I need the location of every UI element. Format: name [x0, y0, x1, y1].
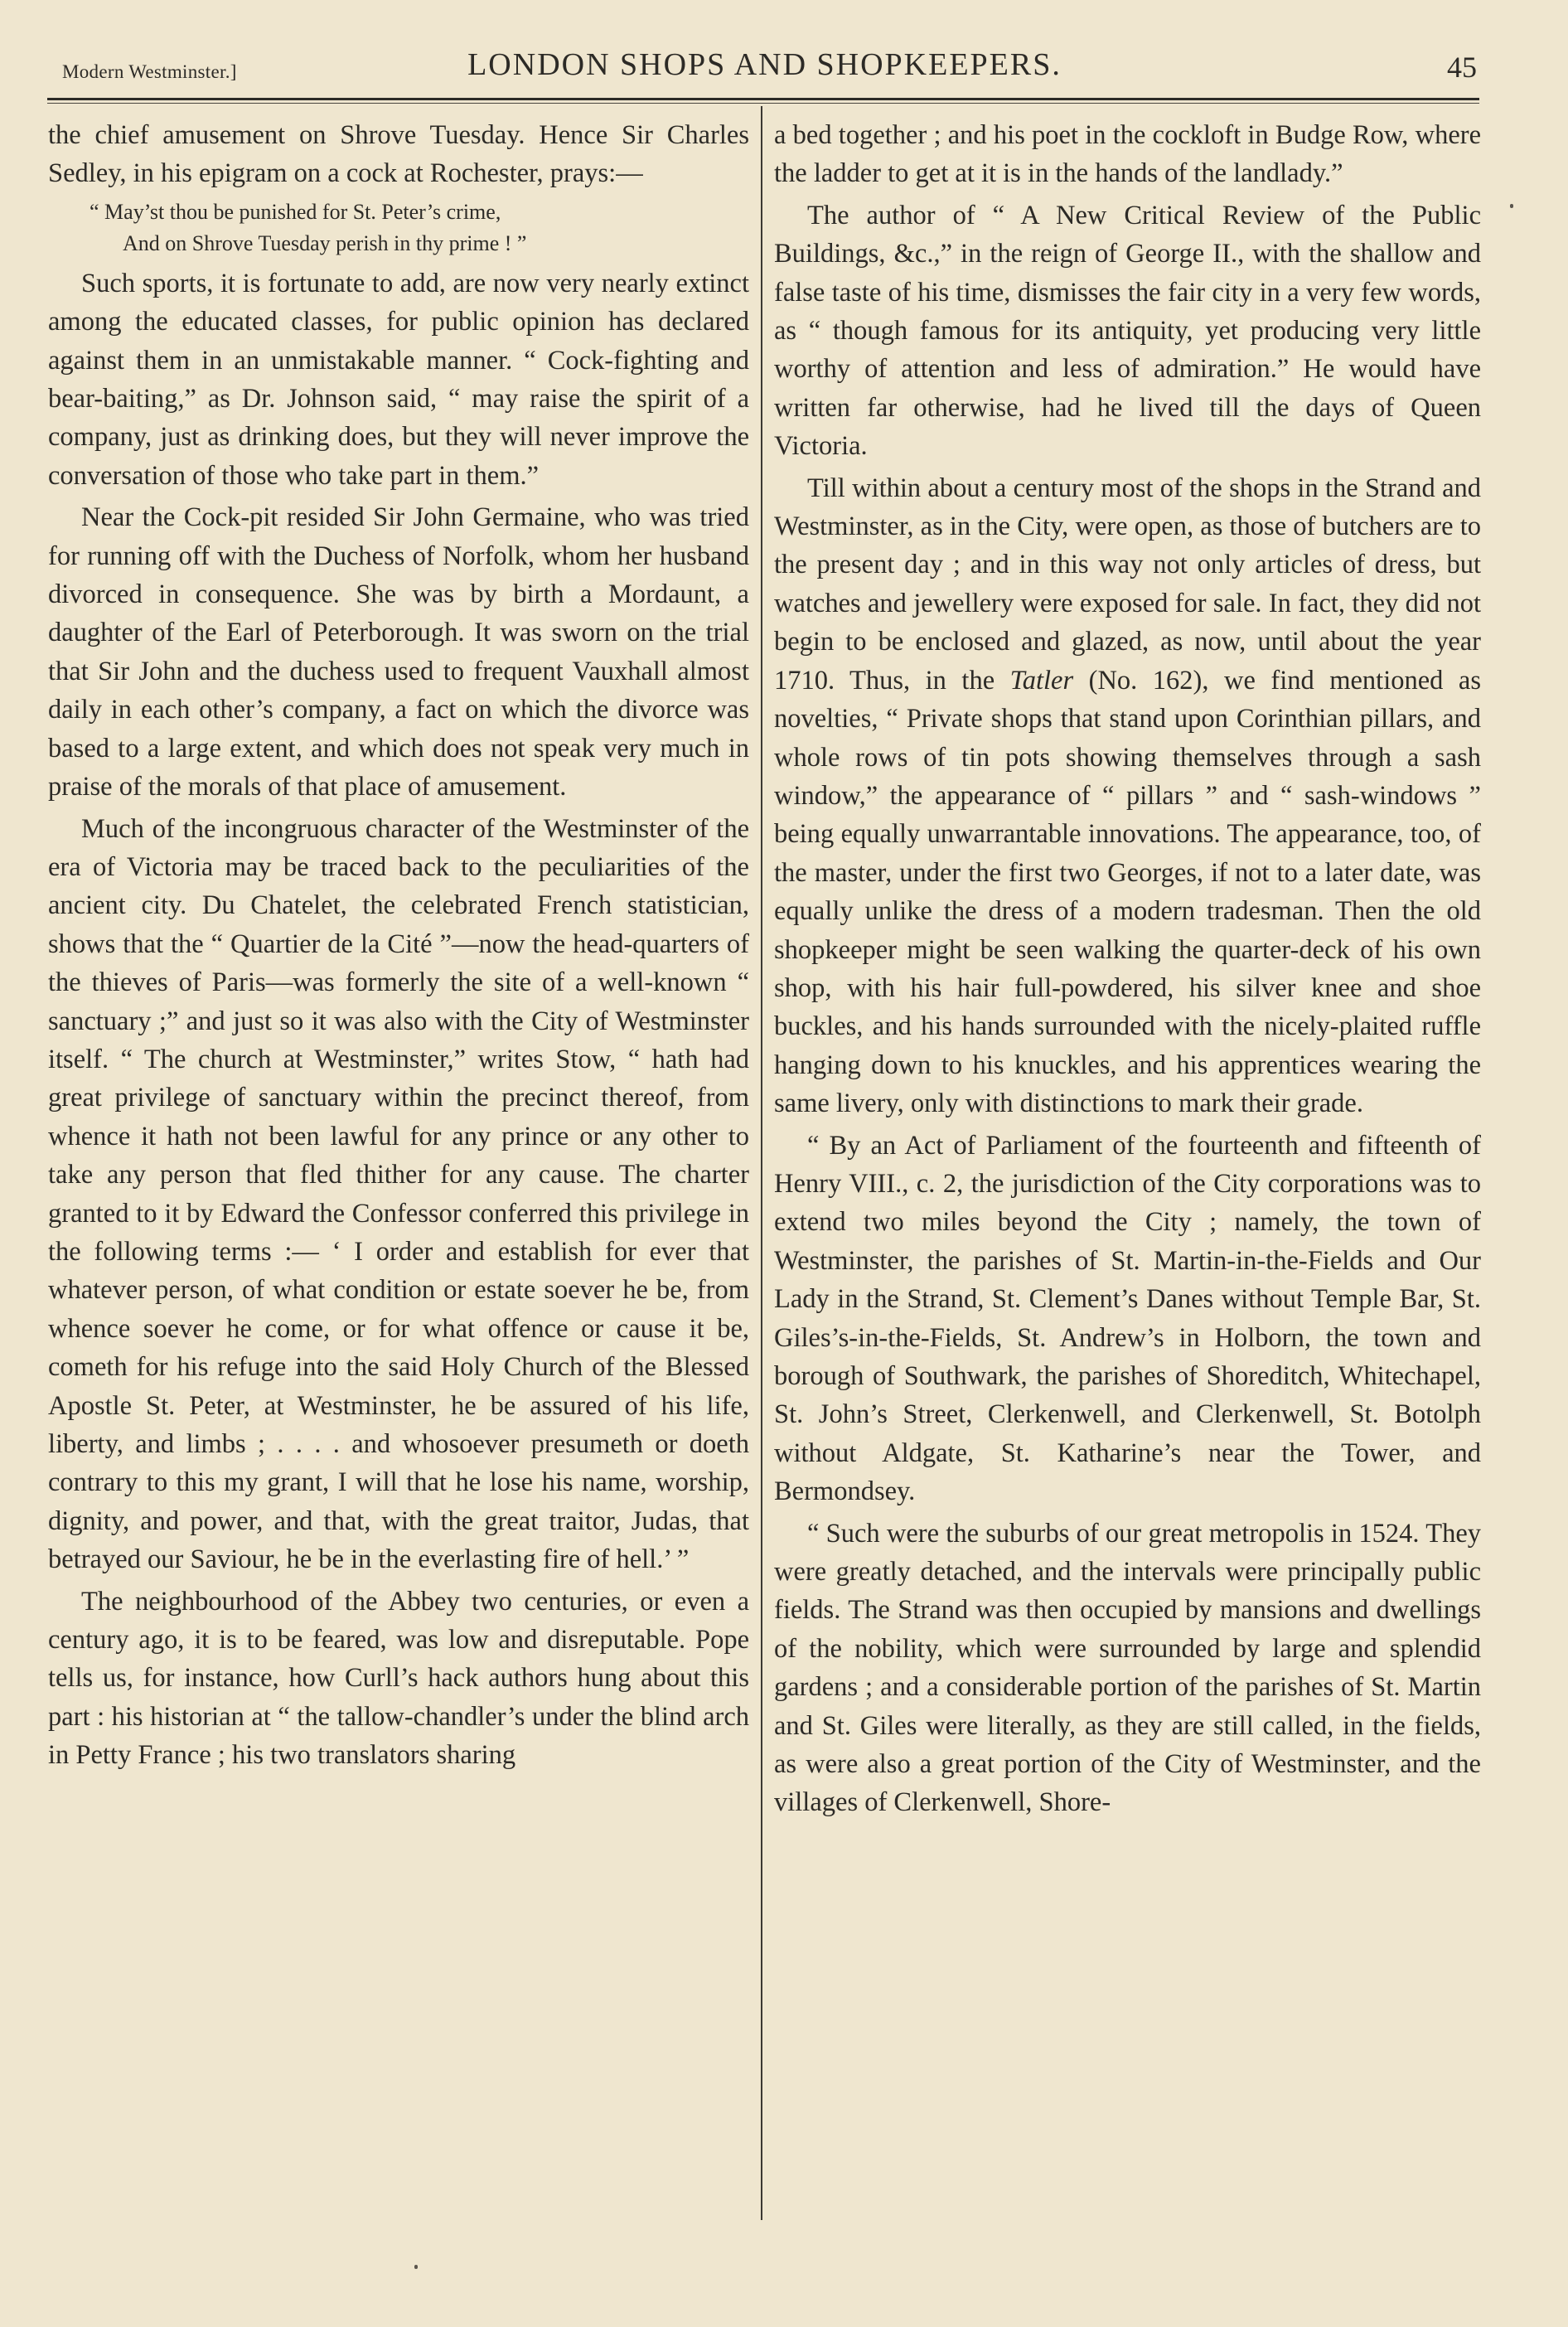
running-head: [46, 41, 1483, 99]
right-paragraph-1: a bed together ; and his poet in the cockloft in Budge Row, where the ladder to get at it is in the hands of the landlady.”: [774, 120, 1481, 189]
right-paragraph-2: The author of “ A New Critical Review of the Public Buildings, &c.,” in the reign of George II., with the shallow and false taste of his time, dismisses the fair city in a very few words, as “ though famous for its antiquity, yet producing very little worthy of attention and less of admiration.” He would have written far otherwise, had he lived till the days of Queen Victoria.: [774, 200, 1481, 462]
right-paragraph-4: “ By an Act of Parliament of the fourteenth and fifteenth of Henry VIII., c. 2, the jurisdiction of the City corporations was to extend two miles beyond the City ; namely, the town of Westminster, the parishes of St. Martin-in-the-Fields and Our Lady in the Strand, St. Clement’s Danes without Temple Bar, St. Giles’s-in-the-Fields, St. Andrew’s in Holborn, the town and borough of Southwark, the parishes of Shoreditch, Whitechapel, St. John’s Street, Clerkenwell, and Clerkenwell, St. Botolph without Aldgate, St. Katharine’s near the Tower, and Bermondsey.: [774, 1130, 1481, 1507]
epigram-quote: [48, 196, 749, 259]
right-paragraph-3-part-a: Till within about a century most of the shops in the Strand and Westminster, as in the City, were open, as those of butchers are to the present day ; and in this way not only articles of dress, but watches and jewellery were exposed for sale. In fact, they did not begin to be enclosed and glazed, as now, until about the year 1710. Thus, in the: [774, 473, 1481, 696]
paper-speck: [414, 2265, 418, 2269]
page-title: LONDON SHOPS AND SHOPKEEPERS.: [467, 47, 1062, 82]
header-rule: [47, 98, 1479, 100]
paper-speck: [1510, 204, 1513, 208]
tatler-title: Tatler: [1009, 665, 1074, 696]
left-paragraph-4: Much of the incongruous character of the Westminster of the era of Victoria may be traced back to the peculiarities of the ancient city. Du Chatelet, the celebrated French statistician, shows that the “ Quartier de la Cité ”—now the head-quarters of the thieves of Paris—was formerly the site of a well-known “ sanctuary ;” and just so it was also with the City of Westminster itself. “ The church at Westminster,” writes Stow, “ hath had great privilege of sanctuary within the precinct thereof, from whence it hath not been lawful for any prince or any other to take any person that fled thither for any cause. The charter granted to it by Edward the Confessor conferred this privilege in the following terms :— ‘ I order and establish for ever that whatever person, of what condition or estate soever he be, from whence soever he come, or for what offence or cause it be, cometh for his refuge into the said Holy Church of the Blessed Apostle St. Peter, at Westminster, he be assured of his life, liberty, and limbs ; . . . . and whosoever presumeth or doeth contrary to this my grant, I will that he lose his name, worship, dignity, and power, and that, with the great traitor, Judas, that betrayed our Saviour, he be in the everlasting fire of hell.’ ”: [48, 813, 749, 1575]
header-rule-thin: [47, 103, 1479, 104]
right-paragraph-3: [774, 469, 1481, 1123]
quote-line-1: “ May’st thou be punished for St. Peter’s crime,: [90, 199, 501, 224]
right-column: [774, 116, 1481, 1822]
left-paragraph-1: the chief amusement on Shrove Tuesday. Hence Sir Charles Sedley, in his epigram on a cock at Rochester, prays:—: [48, 120, 749, 189]
column-divider: [761, 106, 762, 2220]
left-paragraph-3: Near the Cock-pit resided Sir John Germaine, who was tried for running off with the Duchess of Norfolk, whom her husband divorced in consequence. She was by birth a Mordaunt, a daughter of the Earl of Peterborough. It was sworn on the trial that Sir John and the duchess used to frequent Vauxhall almost daily in each other’s company, a fact on which the divorce was based to a large extent, and which does not speak very much in praise of the morals of that place of amusement.: [48, 502, 749, 802]
left-column: [48, 116, 749, 1775]
page-number: 45: [1447, 51, 1477, 84]
section-source: Modern Westminster.]: [62, 61, 237, 82]
left-paragraph-5: The neighbourhood of the Abbey two centuries, or even a century ago, it is to be feared, was low and disreputable. Pope tells us, for instance, how Curll’s hack authors hung about this part : his historian at “ the tallow-chandler’s under the blind arch in Petty France ; his two translators sharing: [48, 1586, 749, 1771]
right-paragraph-3-part-b: (No. 162), we find mentioned as novelties, “ Private shops that stand upon Corinthian pillars, and whole rows of tin pots showing themselves through a sash window,” the appearance of “ pillars ” and “ sash-windows ” being equally unwarrantable innovations. The appearance, too, of the master, under the first two Georges, if not to a later date, was equally unlike the dress of a modern tradesman. Then the old shopkeeper might be seen walking the quarter-deck of his own shop, with his hair full-powdered, his silver knee and shoe buckles, and his hands surrounded with the nicely-plaited ruffle hanging down to his knuckles, and his apprentices wearing the same livery, only with distinctions to mark their grade.: [774, 665, 1481, 1119]
right-paragraph-5: “ Such were the suburbs of our great metropolis in 1524. They were greatly detached, and the intervals were principally public fields. The Strand was then occupied by mansions and dwellings of the nobility, which were surrounded by large and splendid gardens ; and a considerable portion of the parishes of St. Martin and St. Giles were literally, as they are still called, in the fields, as were also a great portion of the City of Westminster, and the villages of Clerkenwell, Shore-: [774, 1518, 1481, 1818]
left-paragraph-2: Such sports, it is fortunate to add, are now very nearly extinct among the educated classes, for public opinion has declared against them in an unmistakable manner. “ Cock-fighting and bear-baiting,” as Dr. Johnson said, “ may raise the spirit of a company, just as drinking does, but they will never improve the conversation of those who take part in them.”: [48, 268, 749, 491]
quote-line-2: And on Shrove Tuesday perish in thy prime ! ”: [123, 230, 527, 255]
